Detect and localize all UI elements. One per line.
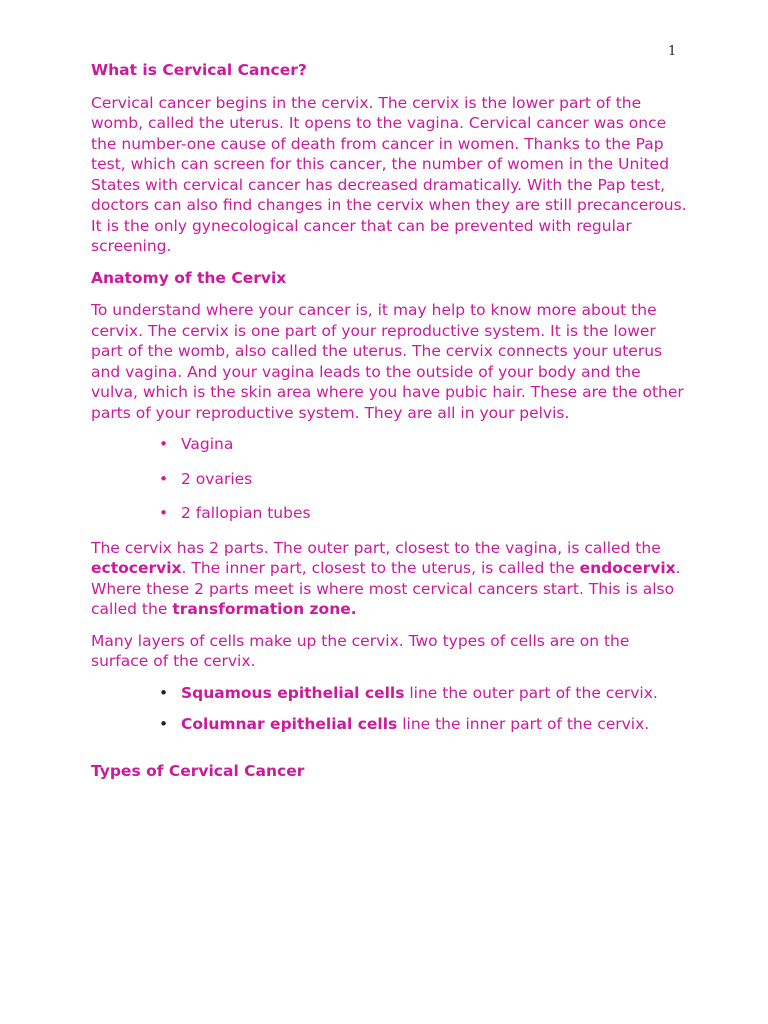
paragraph-cervix-parts [91,538,691,620]
cell-types-list [91,683,691,735]
reproductive-parts-list [91,434,691,524]
list-item [91,714,691,735]
document-body [91,60,691,793]
heading-what-is-cervical-cancer: What is Cervical Cancer? [91,61,307,79]
term-squamous-cells: Squamous epithelial cells [181,683,405,702]
text-segment: line the inner part of the cervix. [397,715,650,733]
list-item: • Vagina [91,434,691,455]
paragraph-anatomy: To understand where your cancer is, it may help to know more about the cervix. The cervix is one part of your reproductive system. It is the lower part of the womb, also called the uterus. The cervix connects your uterus and vagina. And your vagina leads to the outside of your body and the vulva, which is the skin area where you have pubic hair. These are the other parts of your reproductive system. They are all in your pelvis. [91,301,684,422]
page-number: 1 [668,44,677,59]
term-ectocervix: ectocervix [91,559,182,577]
list-item: • 2 ovaries [91,469,691,490]
text-segment: line the outer part of the cervix. [404,683,658,702]
text-segment: The cervix has 2 parts. The outer part, closest to the vagina, is called the [91,538,661,557]
term-transformation-zone: transformation zone. [172,600,357,618]
term-endocervix: endocervix [579,559,676,577]
list-item: • 2 fallopian tubes [91,503,691,524]
paragraph-intro: Cervical cancer begins in the cervix. The cervix is the lower part of the womb, called the uterus. It opens to the vagina. Cervical cancer was once the number-one cause of death from cancer in women. Thanks to the Pap test, which can screen for this cancer, the number of women in the United States with cervical cancer has decreased dramatically. With the Pap test, doctors can also find changes in the cervix when they are still precancerous. It is the only gynecological cancer that can be prevented with regular screening. [91,93,687,255]
list-item [91,683,691,704]
text-segment: . Where these 2 parts meet is where most cervical cancers start. This is also called the [91,559,681,618]
term-columnar-cells: Columnar epithelial cells [181,715,398,733]
heading-types-of-cervical-cancer: Types of Cervical Cancer [91,761,305,780]
heading-anatomy-of-cervix: Anatomy of the Cervix [91,268,287,287]
text-segment: . The inner part, closest to the uterus, is called the [181,559,580,577]
paragraph-cell-layers: Many layers of cells make up the cervix. Two types of cells are on the surface of the cervix. [91,631,630,670]
